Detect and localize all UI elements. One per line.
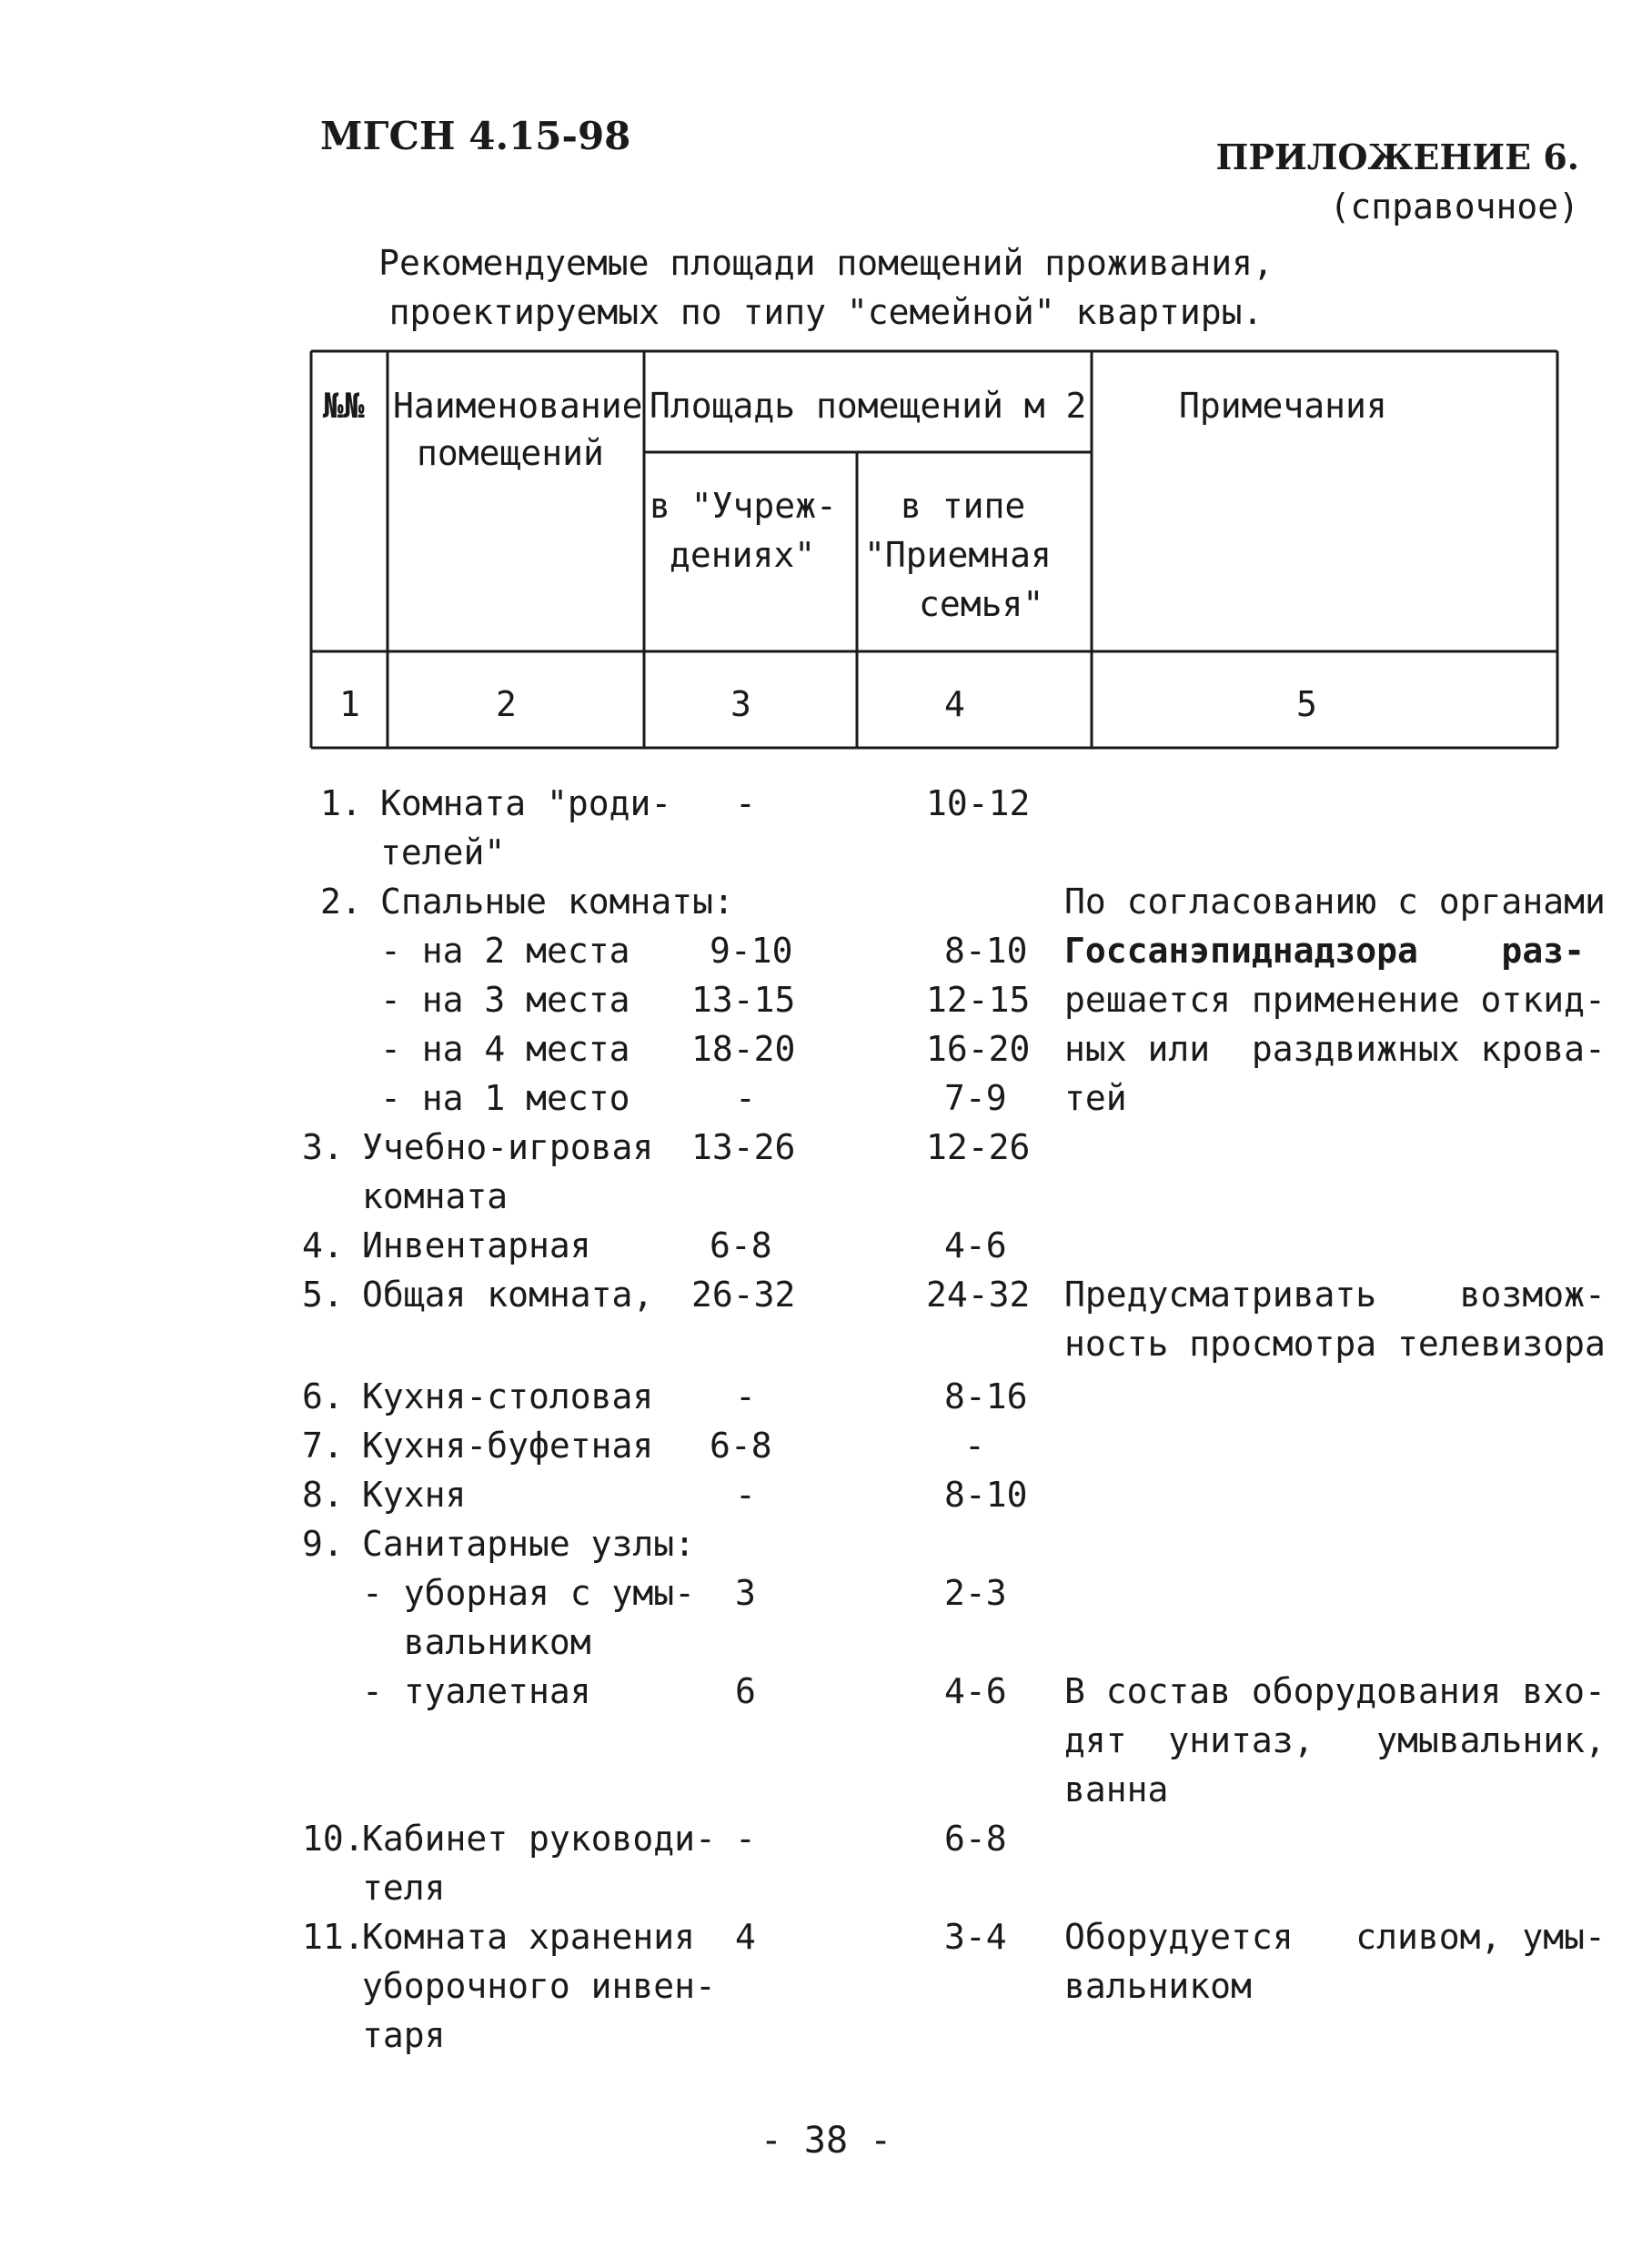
col-number-header: №№ — [323, 386, 365, 426]
row-name: Кухня — [362, 1475, 467, 1515]
row-note: Госсанэпиднадзора раз- — [1064, 931, 1585, 971]
row-family-area: 12-15 — [926, 980, 1031, 1020]
row-note: Оборудуется сливом, умы- — [1064, 1917, 1606, 1957]
col-name-header-line1: Наименование — [393, 386, 643, 426]
row-name: вальником — [362, 1622, 591, 1662]
row-family-area: 8-10 — [944, 1475, 1028, 1515]
row-note: решается применение откид- — [1064, 980, 1606, 1020]
row-name: Общая комната, — [362, 1275, 654, 1315]
row-name: комната — [362, 1176, 509, 1216]
col-name-header-line2: помещений — [417, 433, 604, 473]
row-num: 6. — [302, 1376, 344, 1416]
row-num: 3. — [302, 1127, 344, 1167]
row-inst-area: 26-32 — [691, 1275, 796, 1315]
row-name: - уборная с умы- — [362, 1573, 696, 1613]
row-name: уборочного инвен- — [362, 1966, 716, 2006]
row-family-area: 24-32 — [926, 1275, 1031, 1315]
row-inst-area: - — [735, 1475, 756, 1515]
row-num: 10. — [302, 1819, 365, 1859]
appendix-subtitle: (справочное) — [1329, 186, 1579, 227]
col-family-header-line1: в типе — [901, 486, 1026, 526]
row-inst-area: 9-10 — [710, 931, 793, 971]
appendix-title: ПРИЛОЖЕНИЕ 6. — [1215, 136, 1579, 177]
col-notes-header: Примечания — [1179, 386, 1387, 426]
row-name: Кухня-буфетная — [362, 1426, 654, 1466]
row-note: тей — [1064, 1078, 1127, 1118]
row-inst-area: - — [735, 1078, 756, 1118]
row-name: - на 2 места — [380, 931, 630, 971]
row-family-area: - — [964, 1426, 985, 1466]
row-family-area: 8-16 — [944, 1376, 1028, 1416]
row-family-area: 12-26 — [926, 1127, 1031, 1167]
table-caption-line2: проектируемых по типу "семейной" квартиры. — [388, 292, 1264, 332]
row-note: ность просмотра телевизора — [1064, 1324, 1606, 1364]
row-name: Учебно-игровая — [362, 1127, 654, 1167]
row-name: Кухня-столовая — [362, 1376, 654, 1416]
col-index-4: 4 — [944, 684, 965, 724]
col-family-header-line3: семья" — [919, 584, 1044, 624]
col-index-3: 3 — [730, 684, 751, 724]
col-institution-header-line2: дениях" — [670, 535, 816, 575]
row-family-area: 4-6 — [944, 1671, 1007, 1711]
row-inst-area: 6 — [735, 1671, 756, 1711]
table-caption-line1: Рекомендуемые площади помещений проживания, — [378, 243, 1274, 283]
row-name: - на 1 место — [380, 1078, 630, 1118]
row-family-area: 7-9 — [944, 1078, 1007, 1118]
row-family-area: 16-20 — [926, 1029, 1031, 1069]
row-name: Инвентарная — [362, 1225, 591, 1265]
row-family-area: 3-4 — [944, 1917, 1007, 1957]
row-name: телей" — [380, 832, 506, 872]
row-name: теля — [362, 1868, 446, 1908]
col-index-2: 2 — [496, 684, 517, 724]
row-name: - туалетная — [362, 1671, 591, 1711]
row-inst-area: - — [735, 1376, 756, 1416]
row-note: ных или раздвижных крова- — [1064, 1029, 1606, 1069]
document-code: МГСН 4.15-98 — [320, 114, 631, 158]
col-index-1: 1 — [339, 684, 360, 724]
col-index-5: 5 — [1296, 684, 1317, 724]
row-family-area: 2-3 — [944, 1573, 1007, 1613]
row-family-area: 6-8 — [944, 1819, 1007, 1859]
row-note: Предусматривать возмож- — [1064, 1275, 1606, 1315]
row-name: Санитарные узлы: — [362, 1524, 696, 1564]
row-name: - на 3 места — [380, 980, 630, 1020]
row-name: Комната "роди- — [380, 783, 672, 823]
col-institution-header-line1: в "Учреж- — [650, 486, 837, 526]
row-name: Кабинет руководи- — [362, 1819, 716, 1859]
row-num: 11. — [302, 1917, 365, 1957]
row-name: Комната хранения — [362, 1917, 696, 1957]
row-num: 7. — [302, 1426, 344, 1466]
row-num: 1. — [320, 783, 362, 823]
page-number: - 38 - — [760, 2120, 892, 2162]
row-num: 5. — [302, 1275, 344, 1315]
row-family-area: 8-10 — [944, 931, 1028, 971]
row-inst-area: - — [735, 1819, 756, 1859]
row-inst-area: 3 — [735, 1573, 756, 1613]
row-num: 8. — [302, 1475, 344, 1515]
row-note: По согласованию с органами — [1064, 882, 1606, 922]
row-inst-area: 13-26 — [691, 1127, 796, 1167]
row-num: 9. — [302, 1524, 344, 1564]
col-family-header-line2: "Приемная — [864, 535, 1052, 575]
row-inst-area: 13-15 — [691, 980, 796, 1020]
row-name: Спальные комнаты: — [380, 882, 734, 922]
row-note: ванна — [1064, 1769, 1169, 1809]
row-note: вальником — [1064, 1966, 1252, 2006]
row-num: 4. — [302, 1225, 344, 1265]
row-family-area: 10-12 — [926, 783, 1031, 823]
row-inst-area: 4 — [735, 1917, 756, 1957]
row-inst-area: 18-20 — [691, 1029, 796, 1069]
col-area-group-header: Площадь помещений м 2 — [650, 386, 1087, 426]
row-family-area: 4-6 — [944, 1225, 1007, 1265]
row-note: В состав оборудования вхо- — [1064, 1671, 1606, 1711]
row-num: 2. — [320, 882, 362, 922]
row-name: таря — [362, 2015, 446, 2055]
row-inst-area: 6-8 — [710, 1426, 772, 1466]
row-inst-area: 6-8 — [710, 1225, 772, 1265]
row-inst-area: - — [735, 783, 756, 823]
row-note: дят унитаз, умывальник, — [1064, 1720, 1606, 1760]
row-name: - на 4 места — [380, 1029, 630, 1069]
